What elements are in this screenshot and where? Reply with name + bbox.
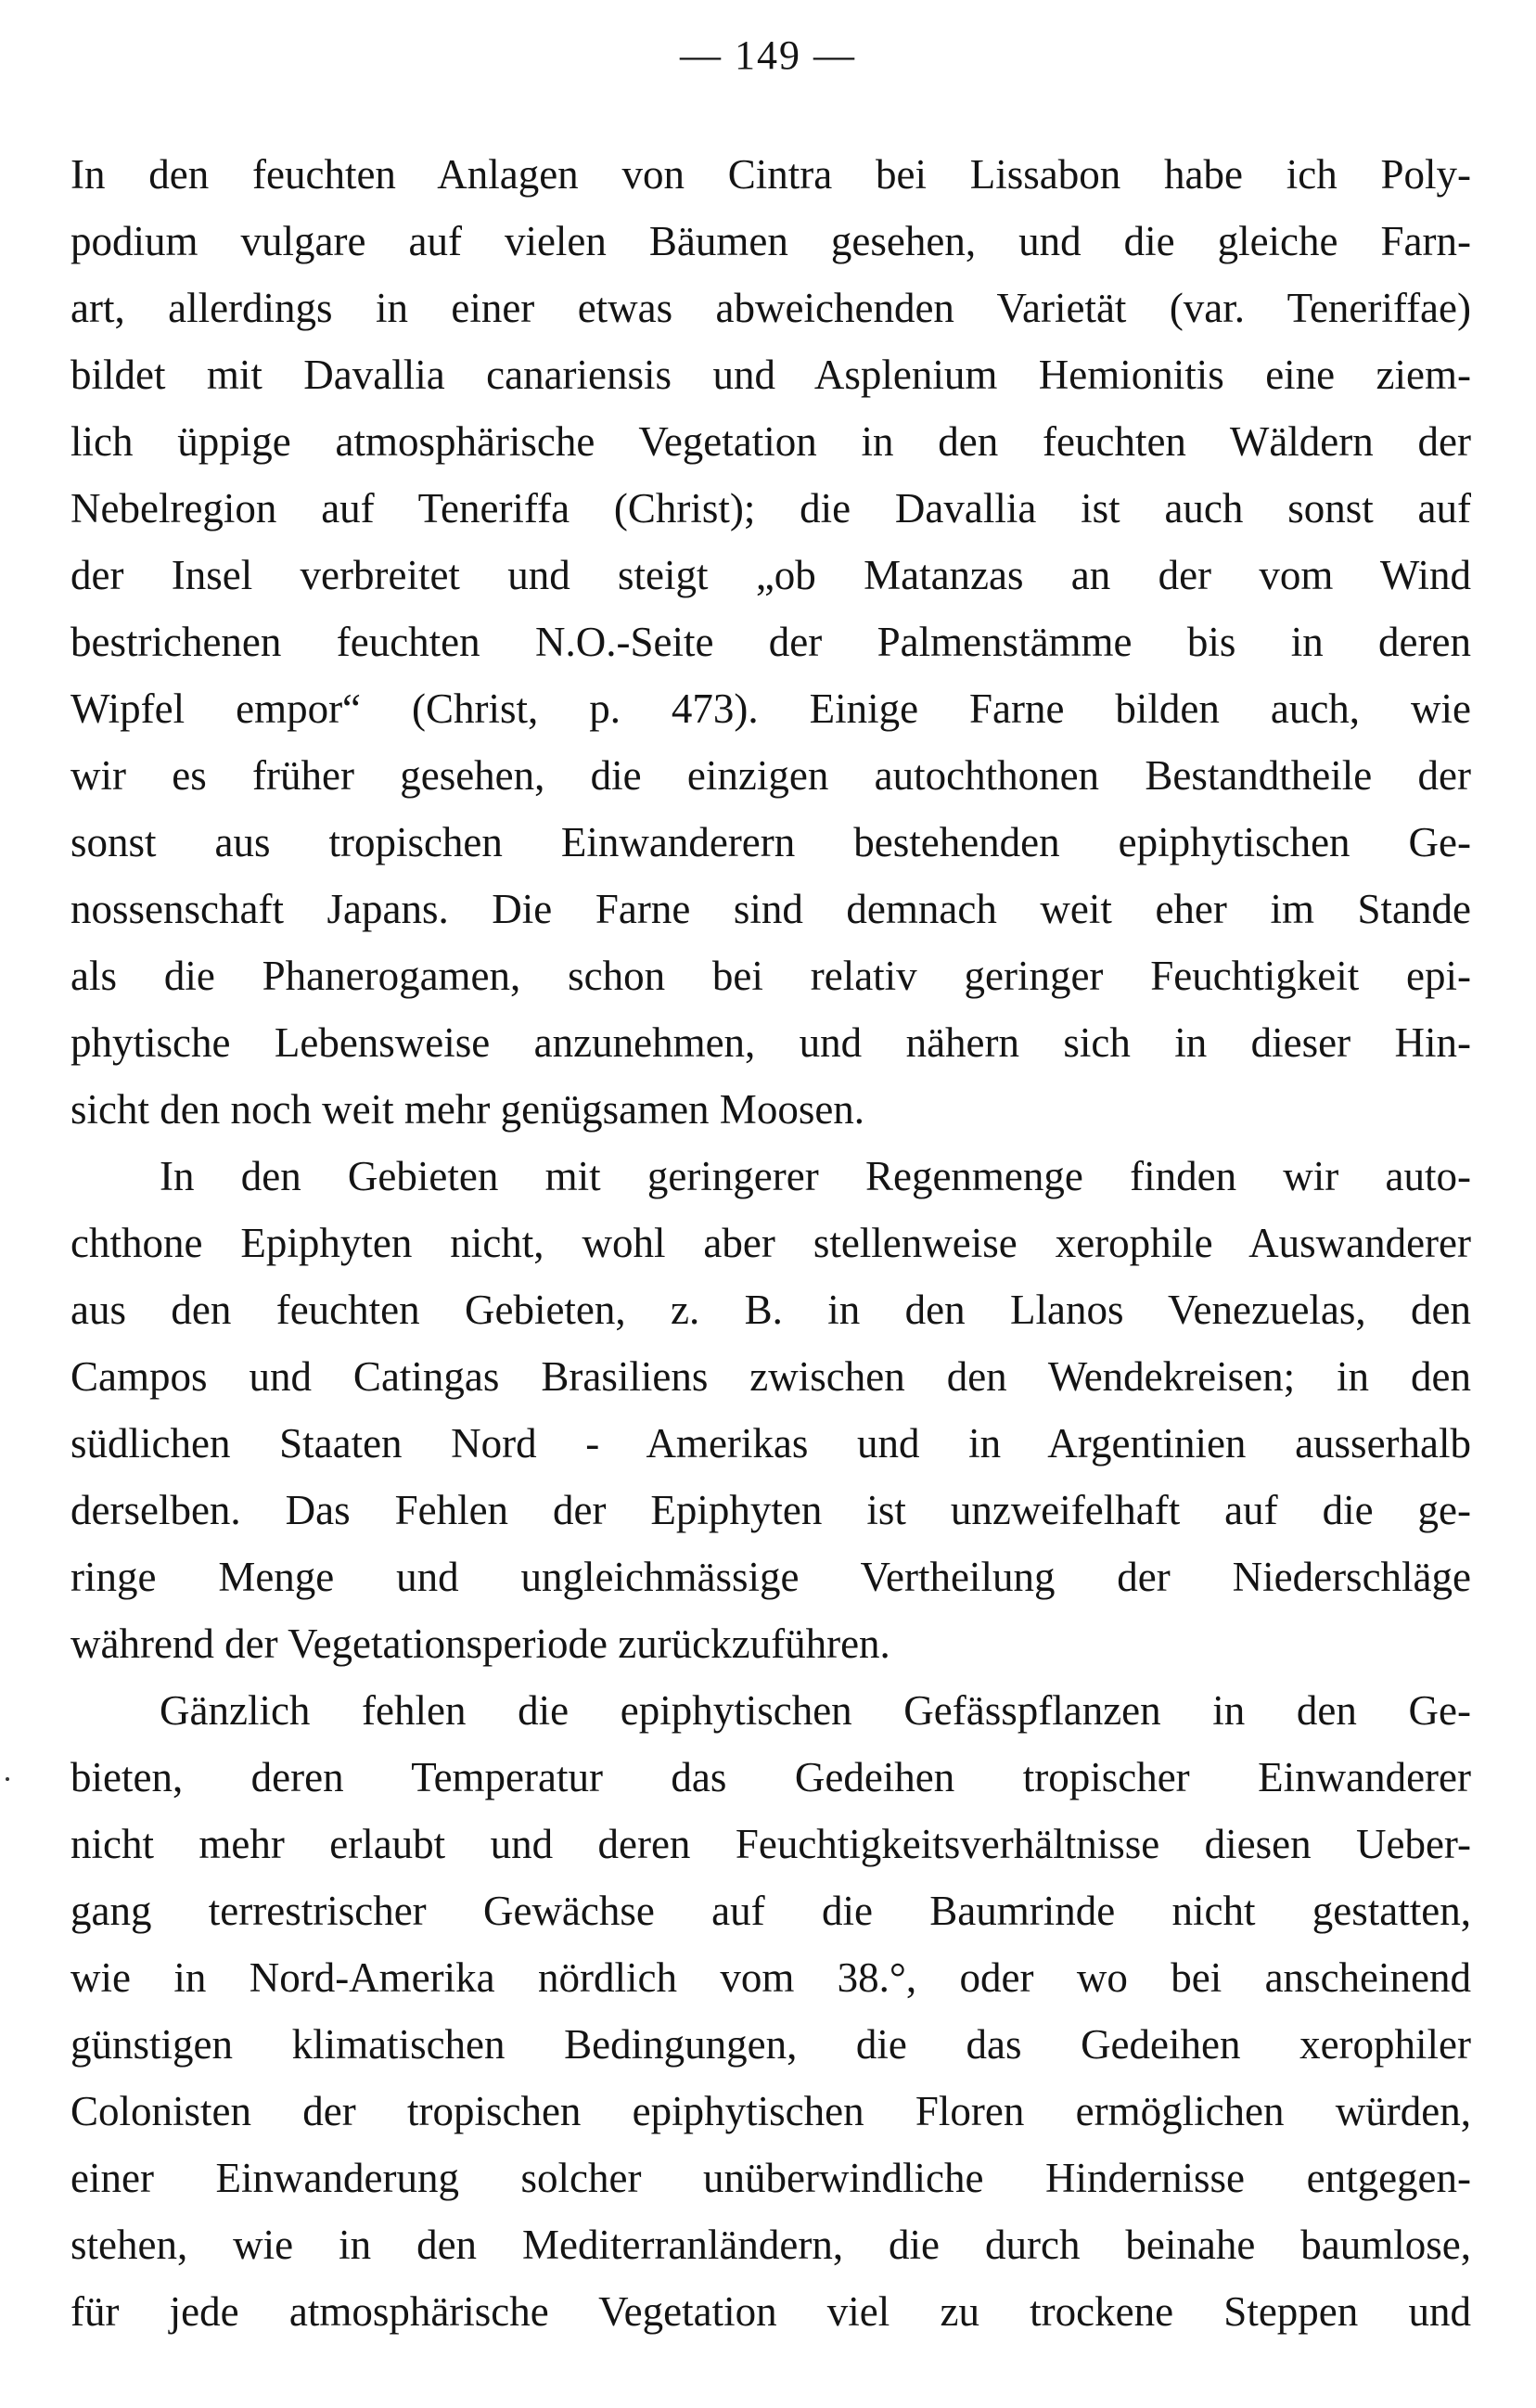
text-line: während der Vegetationsperiode zurückzuführen. xyxy=(70,1620,890,1667)
text-line: Wipfel empor“ (Christ, p. 473). Einige Farne bilden auch, wie xyxy=(70,685,1471,732)
text-line: der Insel verbreitet und steigt „ob Matanzas an der vom Wind xyxy=(70,552,1471,598)
text-line: sonst aus tropischen Einwanderern bestehenden epiphytischen Ge- xyxy=(70,819,1471,865)
page-number: — 149 — xyxy=(680,32,856,78)
text-line: Nebelregion auf Teneriffa (Christ); die Davallia ist auch sonst auf xyxy=(70,485,1471,532)
paragraph-start-line: Gänzlich fehlen die epiphytischen Gefässpflanzen in den Ge- xyxy=(160,1687,1471,1734)
text-line: chthone Epiphyten nicht, wohl aber stellenweise xerophile Auswanderer xyxy=(70,1220,1471,1266)
text-line: bestrichenen feuchten N.O.-Seite der Palmenstämme bis in deren xyxy=(70,619,1471,665)
text-line: Campos und Catingas Brasiliens zwischen den Wendekreisen; in den xyxy=(70,1353,1471,1400)
margin-speck xyxy=(6,1777,9,1781)
body-text xyxy=(70,141,1471,2345)
text-line: für jede atmosphärische Vegetation viel zu trockene Steppen und xyxy=(70,2288,1471,2335)
text-line: derselben. Das Fehlen der Epiphyten ist unzweifelhaft auf die ge- xyxy=(70,1487,1471,1533)
text-line: podium vulgare auf vielen Bäumen gesehen, und die gleiche Farn- xyxy=(70,218,1471,264)
text-line: gang terrestrischer Gewächse auf die Baumrinde nicht gestatten, xyxy=(70,1888,1471,1934)
paragraph-start-line: In den Gebieten mit geringerer Regenmenge finden wir auto- xyxy=(160,1153,1471,1199)
text-line: bildet mit Davallia canariensis und Asplenium Hemionitis eine ziem- xyxy=(70,352,1471,398)
text-line: günstigen klimatischen Bedingungen, die das Gedeihen xerophiler xyxy=(70,2021,1471,2068)
text-line: einer Einwanderung solcher unüberwindliche Hindernisse entgegen- xyxy=(70,2155,1471,2201)
text-line: bieten, deren Temperatur das Gedeihen tropischer Einwanderer xyxy=(70,1754,1471,1800)
text-line: stehen, wie in den Mediterranländern, die durch beinahe baumlose, xyxy=(70,2222,1471,2268)
text-line: wie in Nord-Amerika nördlich vom 38.°, oder wo bei anscheinend xyxy=(70,1954,1471,2001)
text-line: wir es früher gesehen, die einzigen autochthonen Bestandtheile der xyxy=(70,752,1471,799)
text-line: lich üppige atmosphärische Vegetation in den feuchten Wäldern der xyxy=(70,418,1471,465)
text-line: In den feuchten Anlagen von Cintra bei Lissabon habe ich Poly- xyxy=(70,151,1471,198)
text-line: als die Phanerogamen, schon bei relativ geringer Feuchtigkeit epi- xyxy=(70,953,1471,999)
text-line: sicht den noch weit mehr genügsamen Moosen. xyxy=(70,1086,865,1133)
text-line: art, allerdings in einer etwas abweichenden Varietät (var. Teneriffae) xyxy=(70,285,1471,331)
text-line: südlichen Staaten Nord - Amerikas und in Argentinien ausserhalb xyxy=(70,1420,1471,1467)
text-line: nossenschaft Japans. Die Farne sind demnach weit eher im Stande xyxy=(70,886,1471,932)
text-line: Colonisten der tropischen epiphytischen Floren ermöglichen würden, xyxy=(70,2088,1471,2134)
text-line: aus den feuchten Gebieten, z. B. in den Llanos Venezuelas, den xyxy=(70,1287,1471,1333)
text-line: phytische Lebensweise anzunehmen, und nähern sich in dieser Hin- xyxy=(70,1019,1471,1066)
text-line: nicht mehr erlaubt und deren Feuchtigkeitsverhältnisse diesen Ueber- xyxy=(70,1821,1471,1867)
text-line: ringe Menge und ungleichmässige Vertheilung der Niederschläge xyxy=(70,1554,1471,1600)
